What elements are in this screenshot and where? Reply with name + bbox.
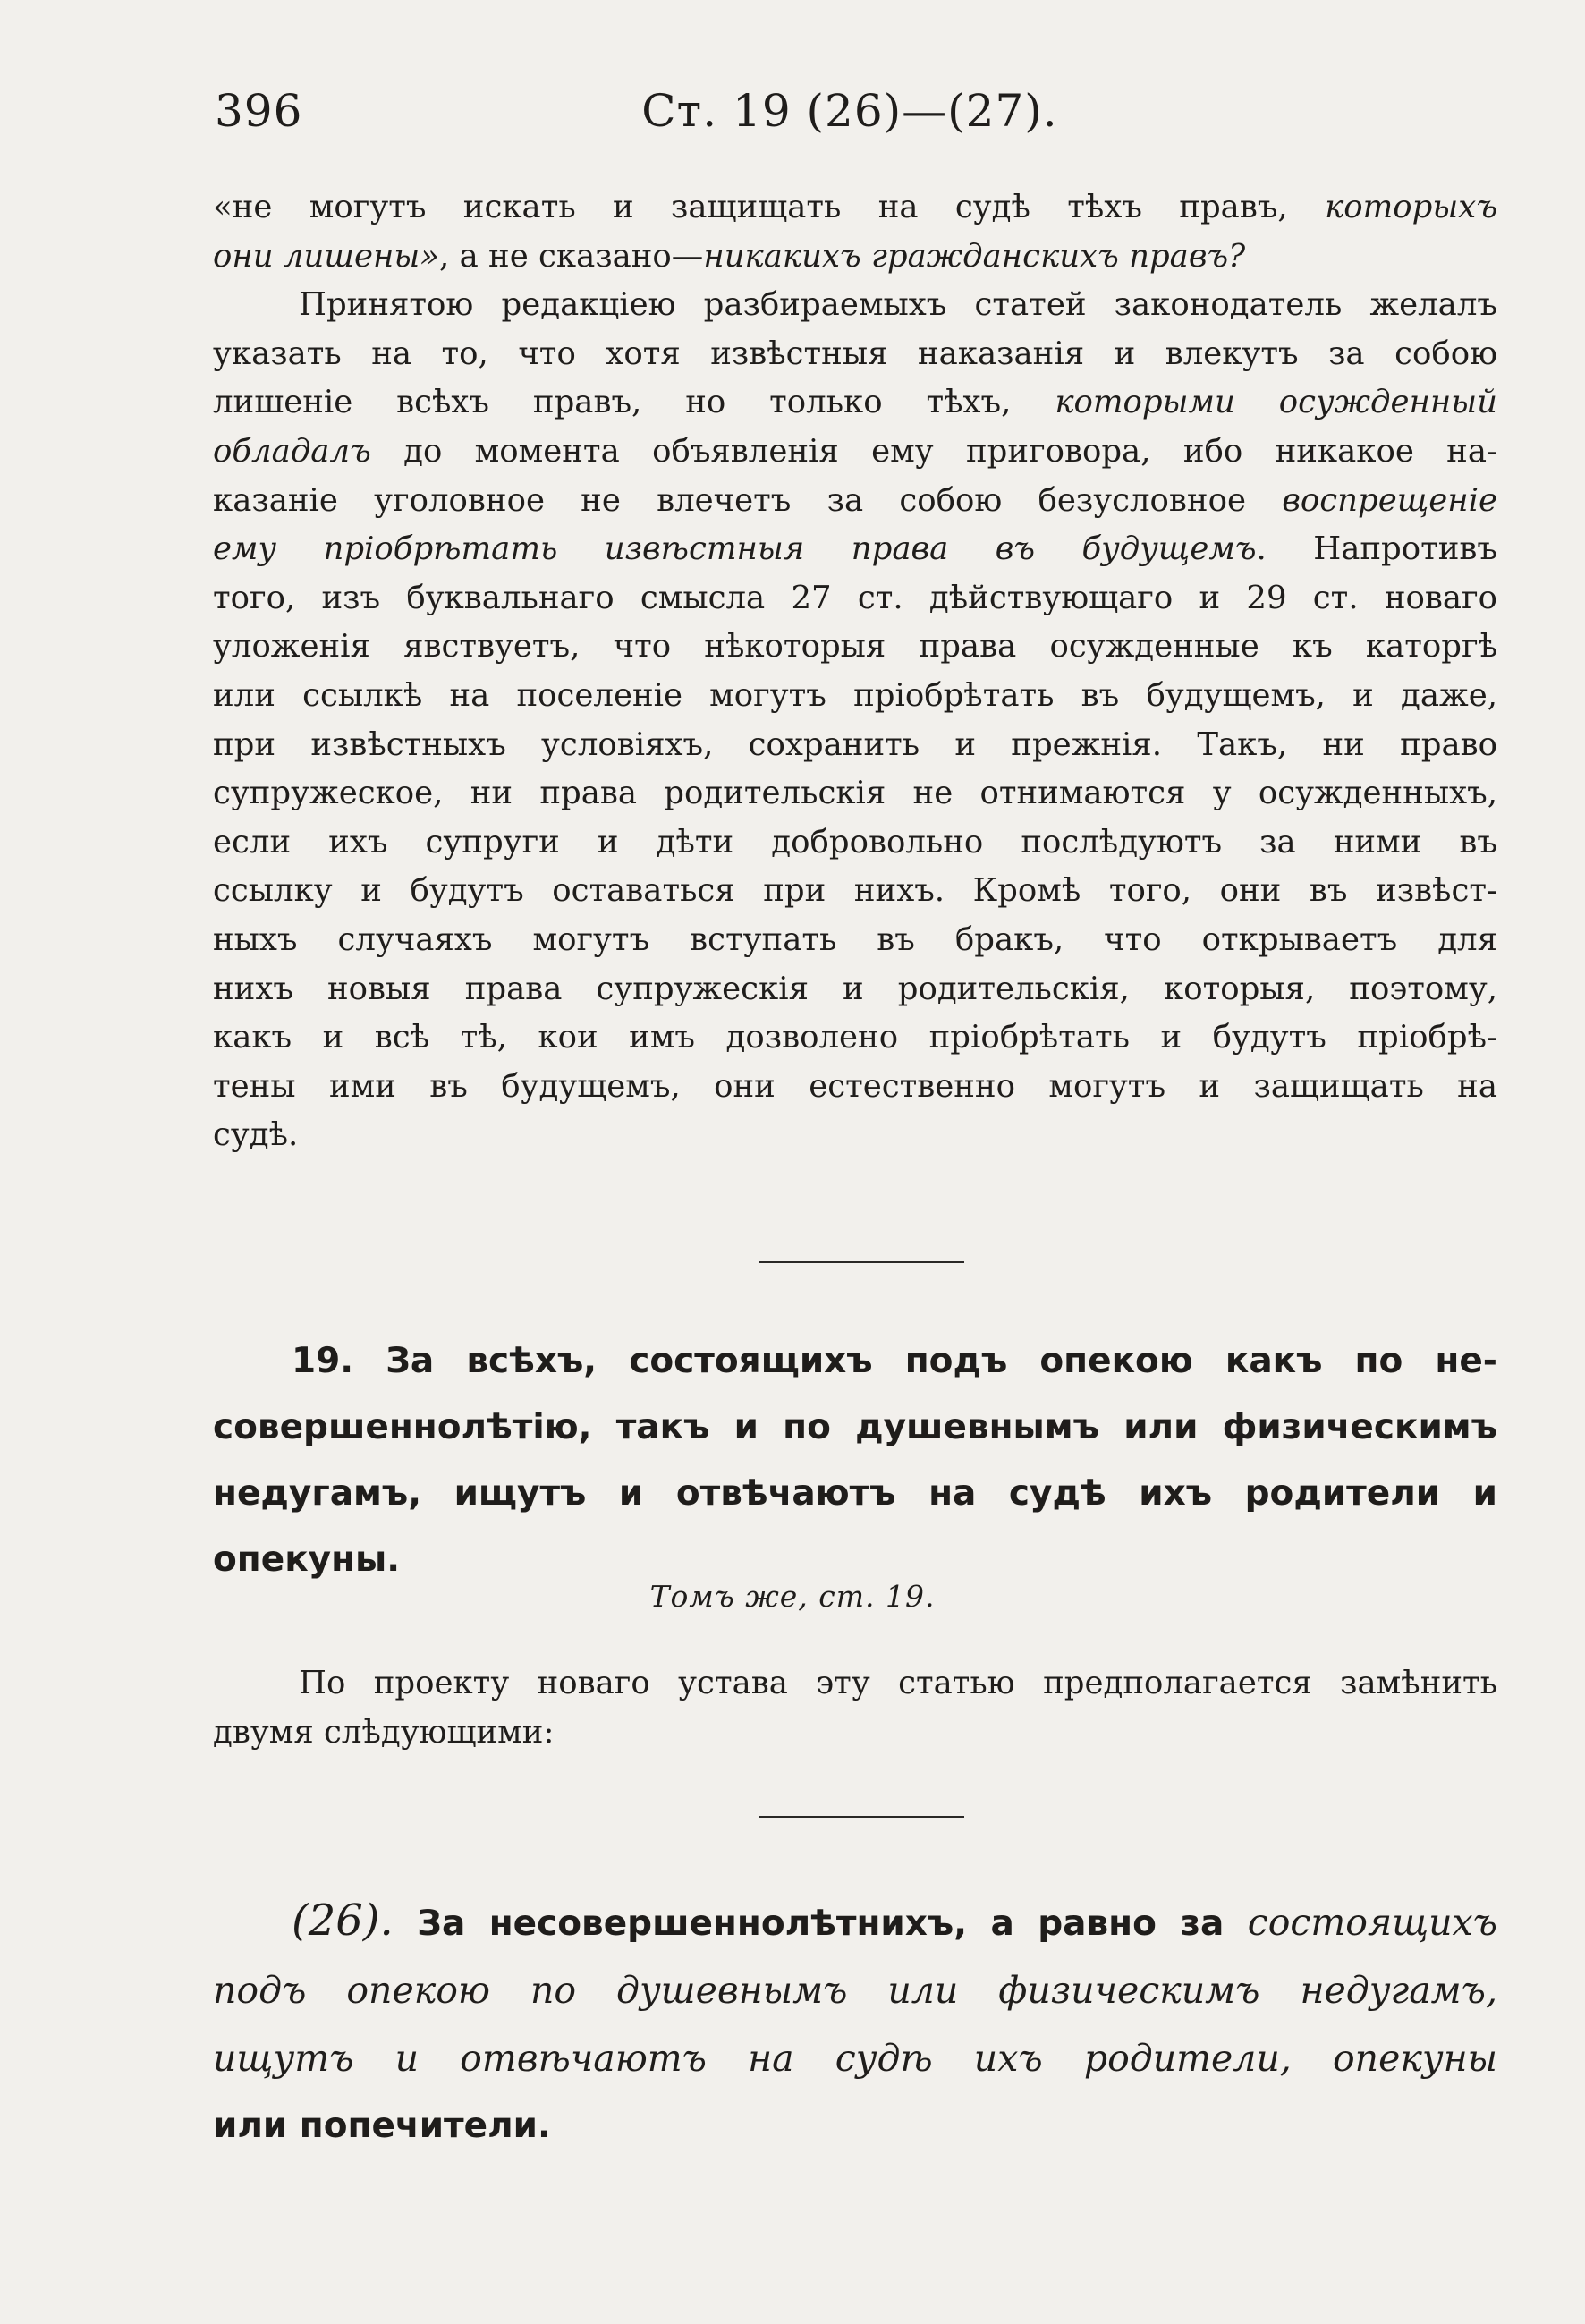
- text-segment: уложенія явствуетъ, что нѣкоторыя права осужденные къ каторгѣ: [213, 628, 1497, 666]
- text-segment: За несовершеннолѣтнихъ, а равно за: [393, 1904, 1248, 1944]
- text-line: [213, 574, 1497, 623]
- section-divider: [759, 1261, 964, 1263]
- text-segment: какъ и всѣ тѣ, кои имъ дозволено пріобрѣтать и будутъ пріобрѣ-: [213, 1019, 1497, 1056]
- commentary-paragraphs: [213, 183, 1497, 1160]
- text-line: [213, 916, 1497, 965]
- running-title: Ст. 19 (26)—(27).: [641, 85, 1058, 137]
- italic-segment: которыхъ: [1325, 189, 1497, 225]
- text-line: [213, 867, 1497, 916]
- text-line: [213, 330, 1497, 379]
- text-segment: «не могутъ искать и защищать на судѣ тѣхъ правъ,: [213, 189, 1326, 225]
- text-segment: Принятою редакціею разбираемыхъ статей законодатель желалъ: [299, 286, 1497, 324]
- article-line: опекуны.: [213, 1539, 401, 1580]
- text-line: [213, 183, 1497, 233]
- text-line: По проекту новаго устава эту статью предполагается замѣнить: [299, 1665, 1497, 1701]
- text-segment: лишеніе всѣхъ правъ, но только тѣхъ,: [213, 384, 1055, 421]
- text-segment: тены ими въ будущемъ, они естественно могутъ и защищать на: [213, 1067, 1497, 1105]
- text-line: [213, 818, 1497, 868]
- text-line: [213, 965, 1497, 1014]
- text-segment: при извѣстныхъ условіяхъ, сохранить и прежнія. Такъ, ни право: [213, 725, 1497, 763]
- text-segment: , а не сказано—: [439, 237, 704, 275]
- italic-segment: обладалъ: [213, 432, 371, 470]
- text-segment: того, изъ буквальнаго смысла 27 ст. дѣйствующаго и 29 ст. новаго: [213, 579, 1497, 616]
- text-segment: нихъ новыя права супружескія и родительскія, которыя, поэтому,: [213, 970, 1497, 1007]
- text-segment: если ихъ супруги и дѣти добровольно послѣдуютъ за ними въ: [213, 823, 1497, 861]
- text-line: [213, 1111, 1497, 1160]
- text-line: [213, 1063, 1497, 1112]
- article-line: совершеннолѣтію, такъ и по душевнымъ или физическимъ: [213, 1407, 1497, 1447]
- text-segment: или попечители.: [213, 2106, 551, 2146]
- text-line: [213, 769, 1497, 818]
- article-line: [213, 1957, 1497, 2025]
- text-segment: или ссылкѣ на поселеніе могутъ пріобрѣтать въ будущемъ, и даже,: [213, 676, 1497, 714]
- text-line: [213, 525, 1497, 574]
- italic-segment: состоящихъ: [1247, 1901, 1497, 1944]
- source-reference-text: Томъ же, ст. 19.: [649, 1579, 936, 1614]
- article-line: 19. За всѣхъ, состоящихъ подъ опекою какъ по не-: [292, 1341, 1497, 1381]
- italic-segment: они лишены»: [213, 237, 440, 275]
- text-line: [213, 721, 1497, 770]
- text-segment: . Напротивъ: [1256, 530, 1497, 568]
- text-line: [213, 428, 1497, 477]
- text-segment: судѣ.: [213, 1116, 299, 1154]
- italic-segment: подъ опекою по душевнымъ или физическимъ недугамъ,: [213, 1969, 1497, 2012]
- text-line: двумя слѣдующими:: [213, 1713, 555, 1751]
- article-line: [213, 2093, 1497, 2159]
- text-line: [213, 672, 1497, 721]
- article-line: [213, 1887, 1497, 1957]
- text-line: [213, 233, 1497, 282]
- running-head: [215, 85, 1433, 148]
- text-segment: ныхъ случаяхъ могутъ вступать въ бракъ, что открываетъ для: [213, 920, 1497, 958]
- text-line: [213, 623, 1497, 672]
- text-segment: до момента объявленія ему приговора, ибо никакое на-: [370, 432, 1497, 470]
- text-segment: указать на то, что хотя извѣстныя наказанія и влекутъ за собою: [213, 335, 1497, 372]
- page-number: 396: [215, 85, 303, 137]
- italic-segment: ищутъ и отвѣчаютъ на судѣ ихъ родители, опекуны: [213, 2037, 1497, 2080]
- article-26: [213, 1887, 1497, 2159]
- italic-segment: которыми осужденный: [1055, 384, 1497, 421]
- section-divider: [759, 1816, 964, 1818]
- text-line: [213, 281, 1497, 330]
- project-note: [213, 1659, 1497, 1757]
- article-line: недугамъ, ищутъ и отвѣчаютъ на судѣ ихъ родители и: [213, 1473, 1497, 1514]
- text-line: [213, 477, 1497, 526]
- italic-segment: никакихъ гражданскихъ правъ?: [703, 237, 1246, 275]
- text-segment: супружеское, ни права родительскія не отнимаются у осужденныхъ,: [213, 775, 1497, 812]
- text-segment: казаніе уголовное не влечетъ за собою безусловное: [213, 481, 1283, 519]
- text-line: [213, 378, 1497, 428]
- text-segment: ссылку и будутъ оставаться при нихъ. Кромѣ того, они въ извѣст-: [213, 872, 1497, 910]
- article-19: [213, 1328, 1497, 1593]
- text-line: [213, 1014, 1497, 1063]
- article-line: [213, 2025, 1497, 2093]
- italic-segment: воспрещеніе: [1282, 481, 1497, 519]
- source-reference: [0, 1579, 1585, 1614]
- article-number: (26).: [292, 1896, 394, 1946]
- italic-segment: ему пріобрѣтать извѣстныя права въ будущемъ: [213, 530, 1257, 568]
